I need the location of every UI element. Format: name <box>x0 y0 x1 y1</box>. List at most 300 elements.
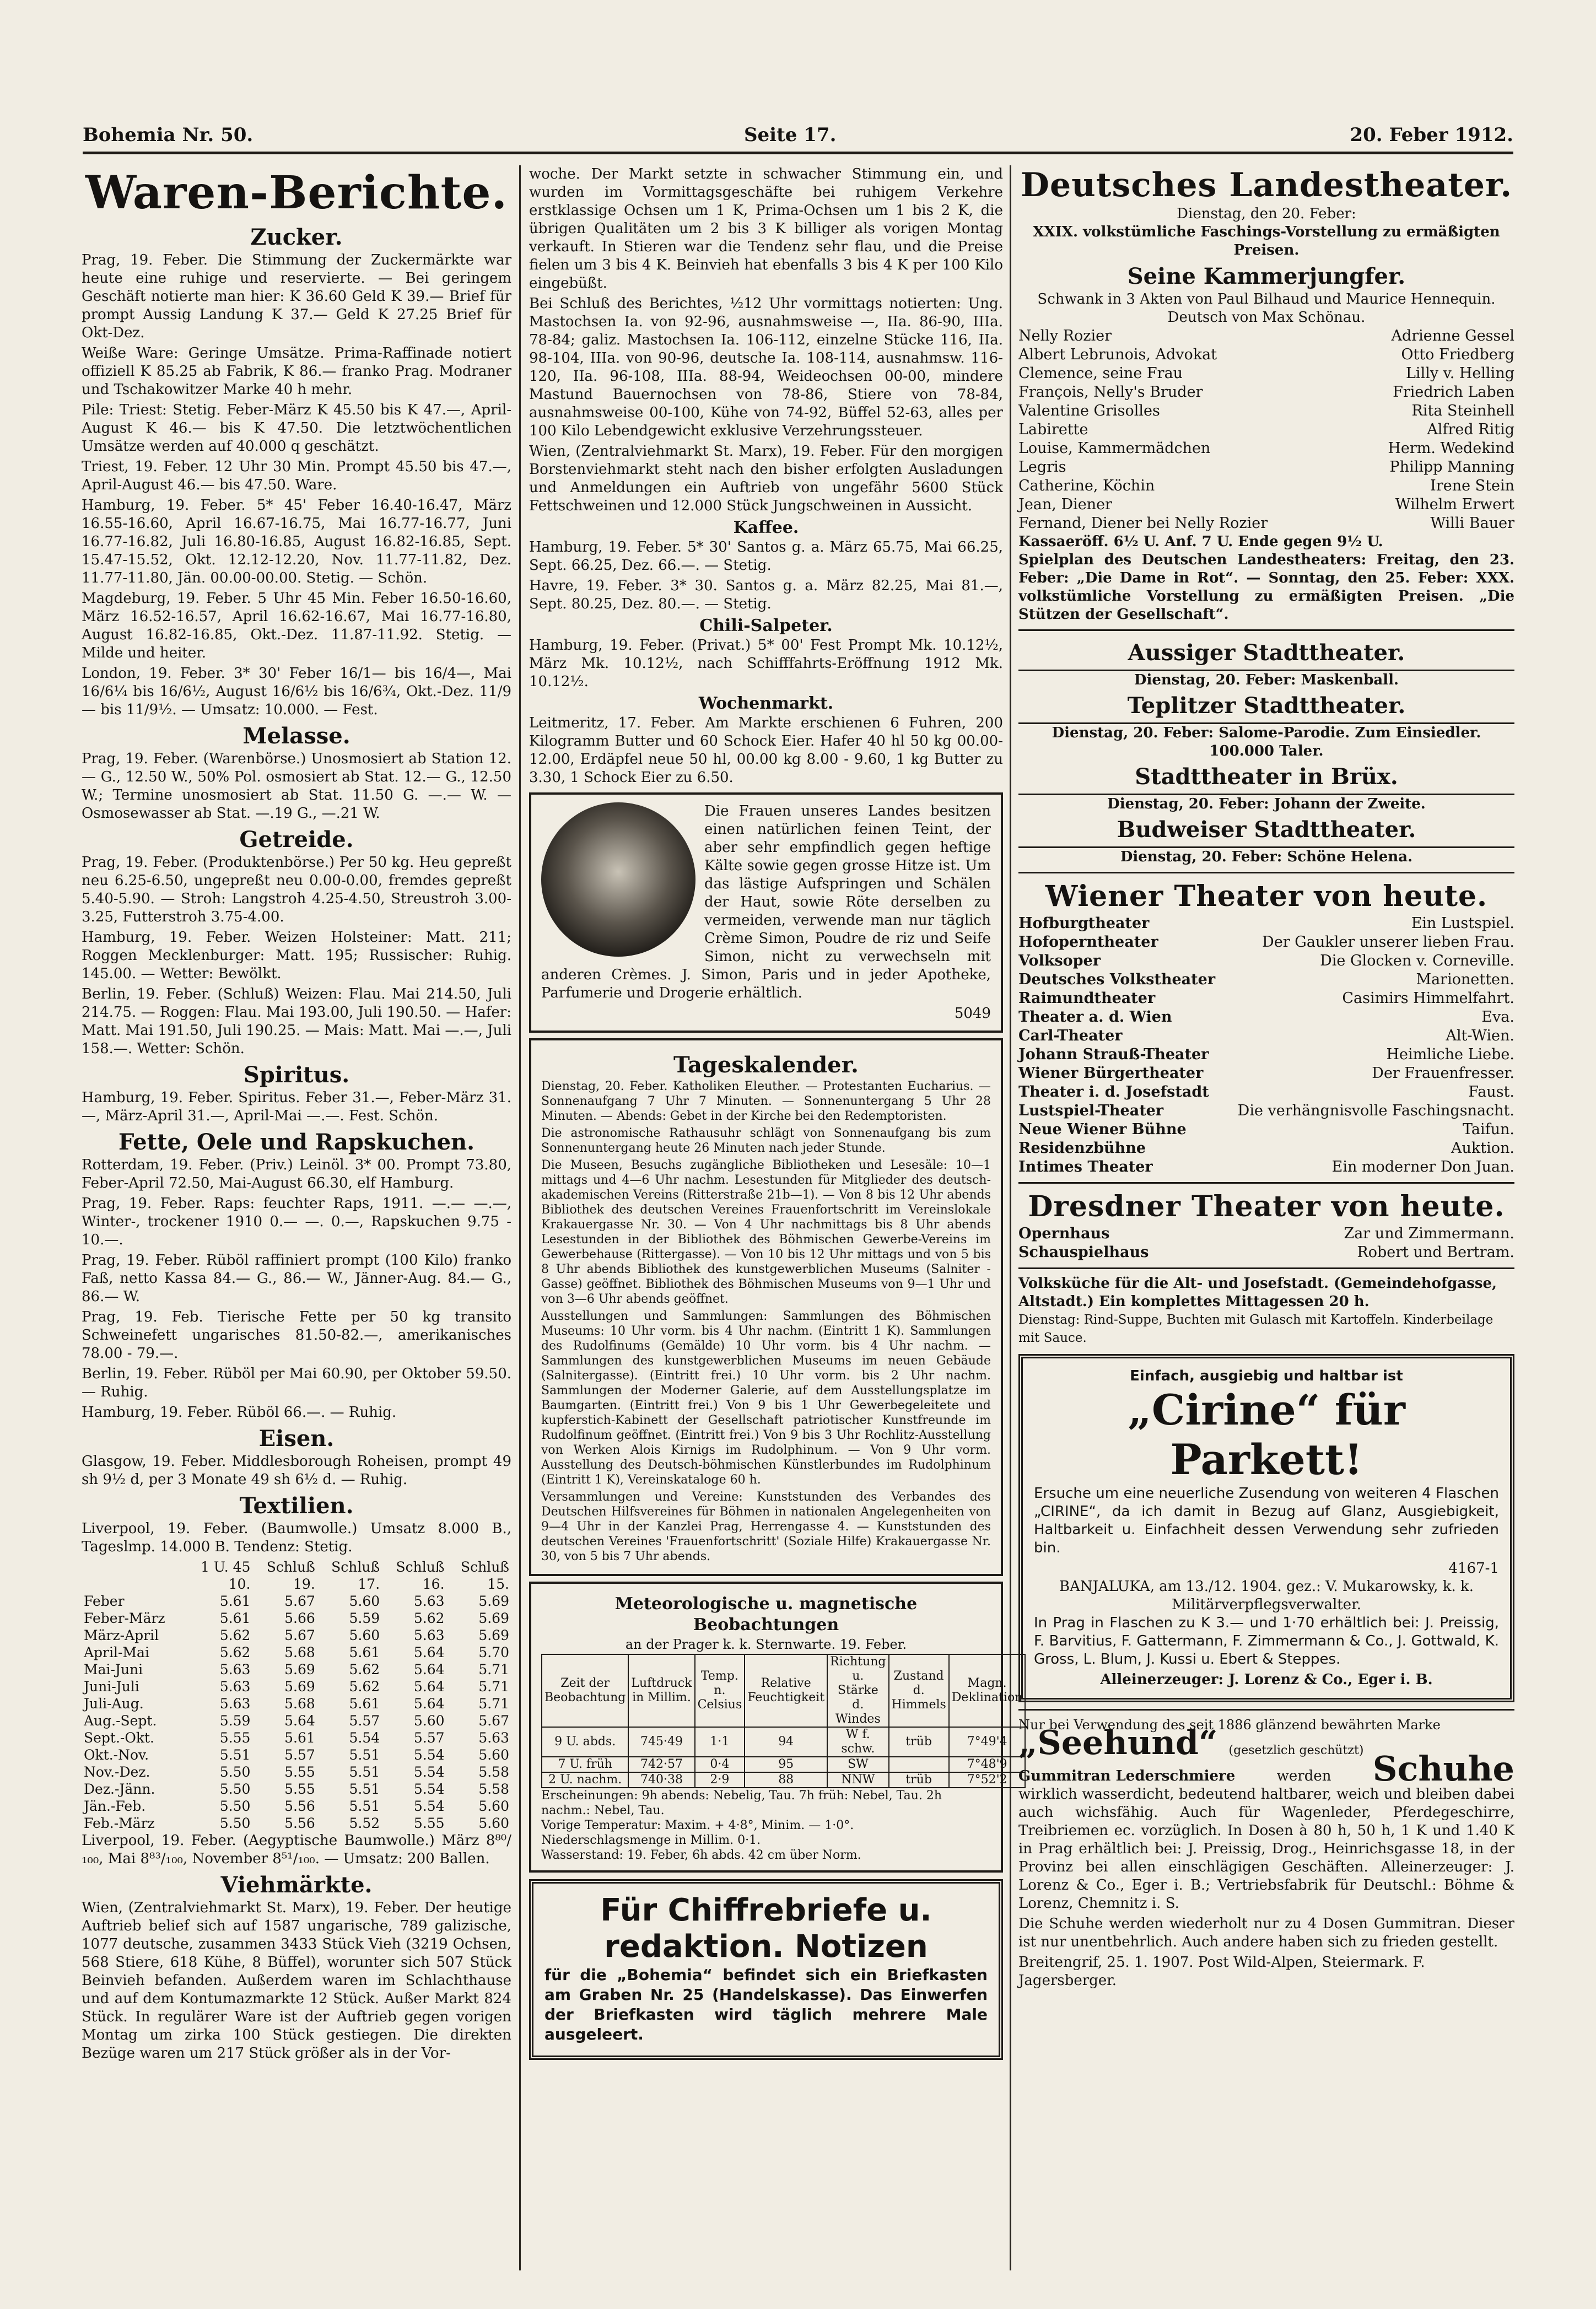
actor-name: Philipp Manning <box>1389 458 1514 476</box>
table-cell: 5.62 <box>349 1661 380 1677</box>
theatre-row <box>1018 970 1514 989</box>
theatre-row <box>1018 1008 1514 1027</box>
table-cell: 5.62 <box>413 1610 445 1626</box>
divider <box>1018 1267 1514 1269</box>
table-row <box>542 1757 1025 1772</box>
commodity-heading: Spiritus. <box>243 1062 350 1088</box>
table-cell: 5.51 <box>349 1781 380 1797</box>
cast-row <box>1018 477 1514 495</box>
kaffee-heading: Kaffee. <box>733 518 799 537</box>
table-cell: 5.61 <box>219 1610 251 1626</box>
table-cell: Jän.-Feb. <box>84 1798 146 1814</box>
theatre-name: Carl-Theater <box>1018 1027 1123 1044</box>
table-cell: 5.55 <box>284 1781 315 1797</box>
table-cell: 5.62 <box>349 1679 380 1695</box>
simon-ad-text: Die Frauen unseres Landes besitzen einen natürlichen feinen Teint, der aber sehr empfindlich gegen heftige Kälte sowie gegen grosse Hitze ist. Um das lästige Aufspringen und Schälen der Haut, sowie Röte derselben zu vermeiden, verwende man nur täglich Crème Simon, Poudre de riz und Seife Simon, nicht zu verwechseln mit anderen Crèmes. J. Simon, Paris und in jeder Apotheke, Parfumerie und Drogerie erhältlich. <box>541 803 991 1001</box>
table-cell: 5.61 <box>349 1644 380 1660</box>
table-cell: 5.58 <box>478 1781 509 1797</box>
theatre-row <box>1018 1139 1514 1158</box>
table-cell: 5.61 <box>349 1696 380 1712</box>
table-cell: 5.54 <box>413 1798 445 1814</box>
theatre-name: Hofburgtheater <box>1018 915 1150 932</box>
table-row <box>82 1746 511 1763</box>
role-name: François, Nelly's Bruder <box>1018 384 1203 401</box>
theatre-row <box>1018 1083 1514 1102</box>
market-report: Prag, 19. Feber. Raps: feuchter Raps, 1911. —.— —.—, Winter-, trockener 1910 0.— —. 0.—, Rapskuchen 9.75 - 10.—. <box>82 1195 511 1248</box>
section-title: Waren-Berichte. <box>85 166 508 219</box>
theatre-row <box>1018 952 1514 970</box>
table-cell: 5.57 <box>284 1747 315 1763</box>
volkskuche: Volksküche für die Alt- und Josefstadt. (Gemeindehofgasse, Altstadt.) Ein komplettes Mittagessen 20 h. <box>1018 1275 1497 1310</box>
table-cell: 5.60 <box>413 1713 445 1729</box>
table-cell: 5.50 <box>219 1764 251 1780</box>
table-cell: 740·38 <box>628 1772 694 1788</box>
market-report: Weiße Ware: Geringe Umsätze. Prima-Raffinade notiert offiziell K 85.25 ab Fabrik, K 86.— franko Prag. Modraner und Tschakowitzer Marke 40 h mehr. <box>82 345 511 398</box>
theatre-row <box>1018 1027 1514 1045</box>
divider <box>1018 872 1514 873</box>
theatre-name: Deutsches Volkstheater <box>1018 971 1216 988</box>
table-cell <box>889 1757 949 1772</box>
cast-row <box>1018 458 1514 477</box>
table-cell: 5.69 <box>478 1593 509 1609</box>
cirine-text: Ersuche um eine neuerliche Zusendung von weiteren 4 Flaschen „CIRINE“, da ich damit in Bezug auf Glanz, Ausgiebigkeit, Haltbarkeit u. Einfachheit dessen Verwendung sehr zufrieden bin. <box>1034 1485 1499 1556</box>
play-title: Die verhängnisvolle Faschingsnacht. <box>1237 1102 1514 1119</box>
landestheater-play: Seine Kammerjungfer. <box>1127 263 1406 289</box>
table-row <box>82 1610 511 1627</box>
table-cell: 5.51 <box>349 1764 380 1780</box>
market-report: Berlin, 19. Feber. (Schluß) Weizen: Flau. Mai 214.50, Juli 214.75. — Roggen: Flau. Mai 193.00, Juli 190.50. — Hafer: Matt. Mai 191.50, Juli 190.25. — Mais: Matt. Mai —.—, Juli 158.—. Wetter: Schön. <box>82 986 511 1057</box>
theatre-row <box>1018 1064 1514 1083</box>
theatre-row <box>1018 1158 1514 1177</box>
table-cell: 5.69 <box>284 1679 315 1695</box>
table-cell: Nov.-Dez. <box>84 1764 150 1780</box>
table-cell: 5.70 <box>478 1644 509 1660</box>
table-cell: 5.62 <box>219 1627 251 1643</box>
table-cell: 95 <box>745 1757 827 1772</box>
theatre-row <box>1018 1243 1514 1262</box>
table-cell: 5.63 <box>219 1661 251 1677</box>
table-cell: 5.67 <box>284 1593 315 1609</box>
role-name: Fernand, Diener bei Nelly Rozier <box>1018 515 1268 532</box>
divider <box>1018 629 1514 631</box>
teplitz-title: Teplitzer Stadttheater. <box>1018 689 1514 724</box>
commodity-sections <box>82 224 511 1489</box>
theatre-row <box>1018 933 1514 952</box>
actor-name: Adrienne Gessel <box>1391 327 1514 344</box>
calendar-entry: Dienstag, 20. Feber. Katholiken Eleuther. — Protestanten Eucharius. — Sonnenaufgang 7 Uhr 7 Minuten. — Sonnenuntergang 5 Uhr 28 Minuten. — Abends: Gebet in der Kirche bei den Redemptoristen. <box>541 1080 991 1123</box>
table-cell: 5.64 <box>413 1696 445 1712</box>
aussig-title: Aussiger Stadttheater. <box>1018 636 1514 671</box>
table-cell: 5.55 <box>219 1730 251 1746</box>
cotton-table <box>82 1558 511 1832</box>
cirine-dist: Alleinerzeuger: J. Lorenz & Co., Eger i. B. <box>1100 1671 1433 1688</box>
table-subheader <box>82 1576 511 1593</box>
market-report: Prag, 19. Feber. Die Stimmung der Zuckermärkte war heute eine ruhige und reservierte. — Bei geringem Geschäft notierte man hier: K 36.60 Geld K 39.— Brief für prompt Aussig Landung K 37.— Geld K 27.25 Brief für Okt-Dez. <box>82 252 511 341</box>
market-report: Prag, 19. Feber. Rüböl raffiniert prompt (100 Kilo) franko Faß, netto Kassa 84.— G., 86.— W., Jänner-Aug. 84.— G., 86.— W. <box>82 1252 511 1305</box>
table-row <box>82 1798 511 1815</box>
chiffre-title: Für Chiffrebriefe u. redaktion. Notizen <box>600 1892 932 1965</box>
actor-name: Rita Steinhell <box>1411 402 1514 419</box>
role-name: Nelly Rozier <box>1018 327 1112 344</box>
seehund-protected: (gesetzlich geschützt) <box>1228 1744 1364 1757</box>
theatre-name: Opernhaus <box>1018 1225 1110 1242</box>
table-cell: 5.57 <box>413 1730 445 1746</box>
market-report: Prag, 19. Feber. (Warenbörse.) Unosmosiert ab Station 12.— G., 12.50 W., 50% Pol. osmosiert ab Stat. 12.— G., 12.50 W.; Termine unosmosiert ab Stat. 11.50 G. —.— W. — Osmosewasser ab Stat. —.19 G., —.21 W. <box>82 751 511 822</box>
table-cell: 5.71 <box>478 1661 509 1677</box>
column-1 <box>82 165 511 2270</box>
commodity-heading: Eisen. <box>258 1426 335 1452</box>
viehmarkte-text: Wien, (Zentralviehmarkt St. Marx), 19. Feber. Der heutige Auftrieb belief sich auf 1587 ungarische, 789 galizische, 1077 deutsche, zusammen 3433 Stück Vieh (3219 Ochsen, 568 Stiere, 618 Kühe, 8 Büffel), worunter sich 507 Stück Beinvieh befanden. Außerdem waren im Schlachthause und auf dem Kontumazmarkte 12 Stück. Außer Markt 824 Stück. In regulärer Ware ist der Auftrieb gegen vorigen Montag um zirka 100 Stück gestiegen. Die direkten Bezüge waren um 217 Stück größer als in der Vor- <box>82 1900 511 2062</box>
play-title: Die Glocken v. Corneville. <box>1320 952 1514 969</box>
landestheater-date: Dienstag, den 20. Feber: <box>1177 206 1356 222</box>
column-header: Schluß <box>460 1559 509 1575</box>
table-cell: 5.51 <box>219 1747 251 1763</box>
play-title: Auktion. <box>1451 1140 1514 1157</box>
textilien-after: Liverpool, 19. Feber. (Aegyptische Baumwolle.) März 8⁸⁰/₁₀₀, Mai 8⁸³/₁₀₀, November 8⁵¹/₁₀₀. — Umsatz: 200 Ballen. <box>82 1832 511 1867</box>
table-cell: 5.50 <box>219 1798 251 1814</box>
theatre-name: Hofoperntheater <box>1018 934 1158 951</box>
cast-row <box>1018 402 1514 420</box>
actor-name: Alfred Ritig <box>1427 421 1514 438</box>
table-cell: 5.60 <box>478 1798 509 1814</box>
tageskalender-list <box>541 1079 991 1564</box>
table-cell: 7°48'9 <box>949 1757 1026 1772</box>
market-report: Berlin, 19. Feber. Rüböl per Mai 60.90, per Oktober 59.50. — Ruhig. <box>82 1366 511 1400</box>
table-cell: 5.69 <box>478 1610 509 1626</box>
theatre-name: Raimundtheater <box>1018 990 1156 1007</box>
play-title: Heimliche Liebe. <box>1386 1046 1514 1063</box>
column-header: Schluß <box>331 1559 380 1575</box>
budweis-title: Budweiser Stadttheater. <box>1018 813 1514 848</box>
column-date: 10. <box>228 1576 251 1592</box>
table-cell: April-Mai <box>84 1644 149 1660</box>
play-title: Faust. <box>1468 1083 1514 1100</box>
table-cell: 5.69 <box>284 1661 315 1677</box>
table-cell: 745·49 <box>628 1727 694 1757</box>
play-title: Robert und Bertram. <box>1357 1244 1514 1261</box>
table-cell: 2·9 <box>695 1772 745 1788</box>
commodity-heading: Getreide. <box>239 827 354 853</box>
meteo-note: Wasserstand: 19. Feber, 6h abds. 42 cm über Norm. <box>541 1848 861 1862</box>
role-name: Clemence, seine Frau <box>1018 365 1183 382</box>
table-cell: 5.68 <box>284 1644 315 1660</box>
aussig-text: Dienstag, 20. Feber: Maskenball. <box>1134 672 1399 688</box>
table-cell: 2 U. nachm. <box>542 1772 628 1788</box>
meteo-note: Erscheinungen: 9h abends: Nebelig, Tau. 7h früh: Nebel, Tau. 2h nachm.: Nebel, Tau. <box>541 1789 942 1817</box>
table-cell: 5.51 <box>349 1798 380 1814</box>
market-report: London, 19. Feber. 3* 30' Feber 16/1— bis 16/4—, Mai 16/6¼ bis 16/6½, August 16/6½ bis 16/6¾, Okt.-Dez. 11/9— bis 11/9½. — Umsatz: 10.000. — Fest. <box>82 665 511 718</box>
actor-name: Otto Friedberg <box>1401 346 1514 363</box>
wien-list <box>1018 914 1514 1177</box>
meteo-column: Magn. Deklination <box>949 1654 1026 1727</box>
table-cell: 5.54 <box>413 1764 445 1780</box>
meteo-column: Temp. n. Celsius <box>695 1654 745 1727</box>
table-cell: März-April <box>84 1627 159 1643</box>
table-cell: 5.64 <box>284 1713 315 1729</box>
chili-heading: Chili-Salpeter. <box>699 616 833 635</box>
commodity-heading: Melasse. <box>242 723 351 749</box>
table-row <box>82 1815 511 1832</box>
market-report: Magdeburg, 19. Feber. 5 Uhr 45 Min. Feber 16.50-16.60, März 16.52-16.57, April 16.62-16.67, Mai 16.77-16.80, August 16.82-16.85, Okt.-Dez. 11.87-11.92. Stetig. — Milde und heiter. <box>82 590 511 661</box>
meteo-heading: Meteorologische u. magnetische Beobachtungen <box>614 1594 918 1634</box>
market-report: Hamburg, 19. Feber. Weizen Holsteiner: Matt. 211; Roggen Mecklenburger: Matt. 195; Russischer: Ruhig. 145.00. — Wetter: Bewölkt. <box>82 929 511 982</box>
textilien-heading: Textilien. <box>239 1493 354 1519</box>
play-title: Der Gaukler unserer lieben Frau. <box>1262 934 1514 951</box>
textilien-intro: Liverpool, 19. Feber. (Baumwolle.) Umsatz 8.000 B., Tageslmp. 14.000 B. Tendenz: Stetig. <box>82 1520 511 1555</box>
role-name: Jean, Diener <box>1018 496 1112 513</box>
simon-ad <box>529 792 1003 1033</box>
table-cell: 88 <box>745 1772 827 1788</box>
table-cell: 5.64 <box>413 1661 445 1677</box>
meteo-column: Richtung u. Stärke d. Windes <box>827 1654 888 1727</box>
actor-name: Willi Bauer <box>1430 515 1514 532</box>
table-cell: Sept.-Okt. <box>84 1730 155 1746</box>
table-cell: 5.64 <box>413 1644 445 1660</box>
seehund-intro: Nur bei Verwendung des seit 1886 glänzend bewährten Marke <box>1018 1717 1441 1733</box>
table-cell: 5.54 <box>349 1730 380 1746</box>
market-report: Prag, 19. Feber. (Produktenbörse.) Per 50 kg. Heu gepreßt neu 6.25-6.50, ungepreßt neu 0.00-0.00, fremdes gepreßt 5.40-5.90. — Stroh: Langstroh 4.25-4.50, Streustroh 3.00-3.25, Futterstroh 3.75-4.00. <box>82 854 511 925</box>
column-date: 17. <box>358 1576 380 1592</box>
column-rule <box>1010 165 1011 2270</box>
play-title: Alt-Wien. <box>1446 1027 1514 1044</box>
theatre-name: Volksoper <box>1018 952 1101 969</box>
play-title: Eva. <box>1481 1008 1514 1026</box>
table-cell: 94 <box>745 1727 827 1757</box>
table-cell: 5.50 <box>219 1781 251 1797</box>
meteo-note: Vorige Temperatur: Maxim. + 4·8°, Minim. — 1·0°. <box>541 1819 854 1832</box>
column-3 <box>1018 165 1514 2270</box>
column-rule <box>519 165 521 2270</box>
table-cell: 5.57 <box>349 1713 380 1729</box>
table-cell: 5.60 <box>349 1593 380 1609</box>
header-left: Bohemia Nr. 50. <box>83 124 254 146</box>
table-cell: 7°49'4 <box>949 1727 1026 1757</box>
table-cell: 5.60 <box>349 1627 380 1643</box>
seehund-title: „Seehund“ <box>1018 1724 1218 1762</box>
theatre-row <box>1018 1045 1514 1064</box>
table-cell: 5.68 <box>284 1696 315 1712</box>
cast-row <box>1018 439 1514 458</box>
teplitz-text: Dienstag, 20. Feber: Salome-Parodie. Zum Einsiedler. 100.000 Taler. <box>1052 725 1481 759</box>
market-report: Rotterdam, 19. Feber. (Priv.) Leinöl. 3* 00. Prompt 73.80, Feber-April 72.50, Mai-August 66.30, elf Hamburg. <box>82 1157 511 1191</box>
role-name: Valentine Grisolles <box>1018 402 1160 419</box>
meteo-notes <box>541 1788 991 1863</box>
meteo-subheading: an der Prager k. k. Sternwarte. 19. Feber. <box>625 1637 907 1652</box>
divider <box>1018 1182 1514 1184</box>
viehmarkte-heading: Viehmärkte. <box>220 1872 373 1898</box>
meteo-column: Zeit der Beobachtung <box>542 1654 628 1727</box>
table-row <box>82 1678 511 1695</box>
table-cell: 5.63 <box>413 1627 445 1643</box>
table-cell: 5.61 <box>219 1593 251 1609</box>
cast-row <box>1018 420 1514 439</box>
landestheater-desc: Schwank in 3 Akten von Paul Bilhaud und Maurice Hennequin. Deutsch von Max Schönau. <box>1037 291 1496 326</box>
table-cell: 9 U. abds. <box>542 1727 628 1757</box>
column-date: 15. <box>487 1576 509 1592</box>
table-cell: 5.67 <box>284 1627 315 1643</box>
table-cell: Juli-Aug. <box>84 1696 144 1712</box>
actor-name: Lilly v. Helling <box>1406 365 1514 382</box>
theatre-row <box>1018 1120 1514 1139</box>
cast-row <box>1018 383 1514 402</box>
cirine-top: Einfach, ausgiebig und haltbar ist <box>1130 1368 1403 1384</box>
commodity-heading: Fette, Oele und Rapskuchen. <box>118 1129 475 1155</box>
table-row <box>82 1712 511 1729</box>
landestheater-title: Deutsches Landestheater. <box>1020 166 1513 204</box>
table-cell: 5.55 <box>413 1815 445 1831</box>
actor-name: Wilhelm Erwert <box>1395 496 1514 513</box>
play-title: Zar und Zimmermann. <box>1344 1225 1514 1242</box>
spielplan: Spielplan des Deutschen Landestheaters: Freitag, den 23. Feber: „Die Dame in Rot“. — Sonntag, den 25. Feber: XXX. volkstümliche Vorstellung zu ermäßigten Preisen. „Die Stützen der Gesellschaft“. <box>1018 552 1514 623</box>
cast-row <box>1018 364 1514 383</box>
header-right: 20. Feber 1912. <box>1350 124 1513 146</box>
table-cell: 5.63 <box>413 1593 445 1609</box>
cast-list <box>1018 327 1514 533</box>
table-cell: 5.52 <box>349 1815 380 1831</box>
column-date: 16. <box>422 1576 445 1592</box>
table-row <box>82 1661 511 1678</box>
play-title: Marionetten. <box>1416 971 1514 988</box>
table-cell: Mai-Juni <box>84 1661 143 1677</box>
table-cell: 1·1 <box>695 1727 745 1757</box>
tageskalender-box <box>529 1038 1003 1576</box>
table-cell: Aug.-Sept. <box>84 1713 157 1729</box>
dresden-list <box>1018 1224 1514 1262</box>
role-name: Louise, Kammermädchen <box>1018 440 1211 457</box>
column-header: Schluß <box>396 1559 445 1575</box>
commodity-heading: Zucker. <box>250 224 343 250</box>
seehund-end: Die Schuhe werden wiederholt nur zu 4 Dosen Gummitran. Dieser ist nur unentbehrlich. Auch andere haben sich zu frieden gestellt. <box>1018 1916 1514 1950</box>
theatre-name: Theater i. d. Josefstadt <box>1018 1083 1209 1100</box>
market-report: Glasgow, 19. Feber. Middlesborough Roheisen, prompt 49 sh 9½ d, per 3 Monate 49 sh 6½ d. — Ruhig. <box>82 1453 511 1488</box>
table-cell: 5.69 <box>478 1627 509 1643</box>
market-report: Hamburg, 19. Feber. 5* 45' Feber 16.40-16.47, März 16.55-16.60, April 16.67-16.75, Mai 16.77-16.77, Juni 16.77-16.82, Juli 16.80-16.85, August 16.82-16.85, Sept. 15.47-15.52, Okt. 12.12-12.20, Nov. 11.77-11.82, Dez. 11.77-11.80, Jän. 00.00-00.00. Stetig. — Schön. <box>82 497 511 586</box>
actor-name: Herm. Wedekind <box>1388 440 1514 457</box>
cirine-sale: In Prag in Flaschen zu K 3.— und 1·70 erhältlich bei: J. Preissig, F. Barvitius, F. Gattermann, F. Zimmermann & Co., J. Gottwald, K. Gross, L. Blum, J. Kussi u. Ebert & Steppes. <box>1034 1615 1499 1668</box>
table-cell: 5.54 <box>413 1747 445 1763</box>
table-cell: 5.55 <box>284 1764 315 1780</box>
theatre-name: Lustspiel-Theater <box>1018 1102 1164 1119</box>
cast-row <box>1018 514 1514 533</box>
table-cell: 5.61 <box>284 1730 315 1746</box>
seehund-schuhe: Schuhe <box>1372 1749 1514 1789</box>
seehund-sub: Gummitran Lederschmiere <box>1018 1768 1236 1784</box>
cast-row <box>1018 346 1514 364</box>
theatre-name: Residenzbühne <box>1018 1140 1146 1157</box>
table-cell: Dez.-Jänn. <box>84 1781 155 1797</box>
header-center: Seite 17. <box>744 124 837 146</box>
calendar-entry: Die astronomische Rathausuhr schlägt von Sonnenaufgang bis zum Sonnenuntergang heute 26 Minuten nach jeder Stunde. <box>541 1126 991 1155</box>
table-cell: 5.64 <box>413 1679 445 1695</box>
brux-title: Stadttheater in Brüx. <box>1018 760 1514 795</box>
portrait-medallion <box>541 802 695 957</box>
actor-name: Friedrich Laben <box>1393 384 1514 401</box>
cirine-ad <box>1018 1354 1514 1702</box>
seehund-werden: werden <box>1276 1768 1331 1784</box>
meteo-column: Luftdruck in Millim. <box>628 1654 694 1727</box>
table-cell: Okt.-Nov. <box>84 1747 149 1763</box>
table-cell: NNW <box>827 1772 888 1788</box>
cattle-paragraph: woche. Der Markt setzte in schwacher Stimmung ein, und wurden im Vormittagsgeschäfte bei ruhigem Verkehre erstklassige Ochsen um 1 K, Prima-Ochsen um 1 bis 2 K, die übrigen Qualitäten um 2 bis 3 K billiger als vorigen Montag verkauft. In Stieren war die Tendenz sehr flau, und die Preise fielen um 3 bis 4 K. Beinvieh hat ebenfalls 3 bis 4 K per 100 Kilo eingebüßt. <box>529 166 1003 292</box>
brux-text: Dienstag, 20. Feber: Johann der Zweite. <box>1107 796 1426 812</box>
wochenmarkt-paragraph: Leitmeritz, 17. Feber. Am Markte erschienen 6 Fuhren, 200 Kilogramm Butter und 60 Schock Eier. Hafer 40 hl 50 kg 00.00-12.00, Erdäpfel neue 50 hl, 00.00 kg 8.00 - 9.60, 1 kg Butter zu 3.30, 1 Schock Eier zu 6.50. <box>529 715 1003 786</box>
kaffee-paragraph: Havre, 19. Feber. 3* 30. Santos g. a. März 82.25, Mai 81.—, Sept. 80.25, Dez. 80.—. — Stetig. <box>529 578 1003 612</box>
column-header: Schluß <box>266 1559 315 1575</box>
table-cell: SW <box>827 1757 888 1772</box>
calendar-entry: Versammlungen und Vereine: Kunststunden des Verbandes des Deutschen Hilfsvereines für Böhmen in nationalen Angelegenheiten von 9—4 Uhr in der Kanzlei Prag, Herrengasse 4. — Kunststunden des deutschen Vereines 'Frauenfortschritt' (Soziale Hilfe) Krakauergasse Nr. 30, von 5 bis 7 Uhr abends. <box>541 1490 991 1563</box>
market-report: Pile: Triest: Stetig. Feber-März K 45.50 bis K 47.—, April-August K 46.— bis K 47.50. Die letztwöchentlichen Umsätze werden auf 40.000 q geschätzt. <box>82 402 511 455</box>
table-cell: 5.63 <box>478 1730 509 1746</box>
play-title: Ein moderner Don Juan. <box>1331 1158 1514 1175</box>
volkskuche-menu: Dienstag: Rind-Suppe, Buchten mit Gulasch mit Kartoffeln. Kinderbeilage mit Sauce. <box>1018 1313 1493 1345</box>
cirine-number: 4167-1 <box>1448 1560 1499 1577</box>
wochenmarkt-heading: Wochenmarkt. <box>698 694 834 713</box>
table-row <box>82 1593 511 1610</box>
meteo-column: Relative Feuchtigkeit <box>745 1654 827 1727</box>
table-cell: 5.60 <box>478 1815 509 1831</box>
seehund-sign: Breitengrif, 25. 1. 1907. Post Wild-Alpen, Steiermark. F. Jagersberger. <box>1018 1954 1425 1989</box>
table-cell: 7 U. früh <box>542 1757 628 1772</box>
meteo-column: Zustand d. Himmels <box>889 1654 949 1727</box>
table-cell: 5.50 <box>219 1815 251 1831</box>
theatre-row <box>1018 914 1514 933</box>
column-2 <box>529 165 1023 2270</box>
column-header: 1 U. 45 <box>201 1559 251 1575</box>
table-row <box>542 1727 1025 1757</box>
calendar-entry: Ausstellungen und Sammlungen: Sammlungen des Böhmischen Museums: 10 Uhr vorm. bis 4 Uhr nachm. (Eintritt 1 K). Sammlungen des Rudolfinums (Gemälde) 10 Uhr vorm. bis 4 Uhr nachm. — Sammlungen des kunstgewerblichen Museums im neuen Gebäude (Salnitergasse). (Eintritt frei.) 10 Uhr vorm. bis 2 Uhr nachm. Sammlungen der Moderner Galerie, auf dem Ausstellungsplatze im Baumgarten. (Eintritt frei.) Von 9 bis 1 Uhr Gewerbegeleitete und kupferstich-Kabinett der Gesellschaft patriotischer Kunstfreunde im Rudolfinum geöffnet. (Eintritt frei.) Von 9 bis 3 Uhr Rochlitz-Ausstellung von Werken Alois Kirnigs im Rudolphinum. — Von 9 Uhr vorm. Ausstellung des Deutsch-böhmischen Künstlerbundes im Rudolphinum (Eintritt 1 K), Vereinskataloge 60 h. <box>541 1309 991 1487</box>
table-row <box>82 1644 511 1661</box>
chiffre-text: für die „Bohemia“ befindet sich ein Briefkasten am Graben Nr. 25 (Handelskasse). Das Einwerfen der Briefkasten wird täglich mehrere Male ausgeleert. <box>544 1966 988 2043</box>
landestheater-times: Kassaeröff. 6½ U. Anf. 7 U. Ende gegen 9½ U. <box>1018 533 1383 550</box>
table-cell: 0·4 <box>695 1757 745 1772</box>
divider <box>1018 1709 1514 1711</box>
role-name: Albert Lebrunois, Advokat <box>1018 346 1217 363</box>
table-header <box>82 1558 511 1576</box>
table-cell: 5.60 <box>478 1747 509 1763</box>
table-cell: 5.66 <box>284 1610 315 1626</box>
theatre-name: Intimes Theater <box>1018 1158 1153 1175</box>
table-row <box>82 1627 511 1644</box>
table-cell: 5.62 <box>219 1644 251 1660</box>
seehund-text: wirklich wasserdicht, bedeutend haltbarer, weich und bleiben dabei auch wichsfähig. Auch für Wagenleder, Pferdegeschirre, Treibriemen ec. vorzüglich. In Dosen à 80 h, 50 h, 1 K und 1.40 K in Prag erhältlich bei: J. Preissig, Drog., Heinrichsgasse 18, in der Provinz bei allen einschlägigen Geschäften. Alleinerzeuger: J. Lorenz & Co., Eger i. B.; Vertriebsfabrik für Deutschl.: Böhme & Lorenz, Chemnitz i. S. <box>1018 1786 1514 1912</box>
budweis-text: Dienstag, 20. Feber: Schöne Helena. <box>1120 849 1413 865</box>
table-cell: 742·57 <box>628 1757 694 1772</box>
table-cell: 5.63 <box>219 1679 251 1695</box>
cirine-sign: BANJALUKA, am 13./12. 1904. gez.: V. Mukarowsky, k. k. Militärverpflegsverwalter. <box>1059 1578 1474 1613</box>
play-title: Taifun. <box>1463 1121 1514 1138</box>
theatre-row <box>1018 1224 1514 1243</box>
page-header <box>83 118 1513 154</box>
table-cell: 5.56 <box>284 1798 315 1814</box>
column-header <box>82 1558 186 1576</box>
table-row <box>82 1763 511 1781</box>
theatre-name: Wiener Bürgertheater <box>1018 1065 1204 1082</box>
table-cell: 5.63 <box>219 1696 251 1712</box>
chili-paragraph: Hamburg, 19. Feber. (Privat.) 5* 00' Fest Prompt Mk. 10.12½, März Mk. 10.12½, nach Schifffahrts-Eröffnung 1912 Mk. 10.12½. <box>529 637 1003 690</box>
table-cell: Feber <box>84 1593 125 1609</box>
cattle-paragraph: Wien, (Zentralviehmarkt St. Marx), 19. Feber. Für den morgigen Borstenviehmarkt steht nach den bisher erfolgten Ausladungen und Anmeldungen ein Auftrieb von ungefähr 5600 Stück Fettschweinen und 12.000 Stück Jungschweinen in Aussicht. <box>529 443 1003 514</box>
play-title: Der Frauenfresser. <box>1372 1065 1514 1082</box>
cast-row <box>1018 327 1514 346</box>
table-cell: 7°52'2 <box>949 1772 1026 1788</box>
column-date <box>82 1576 186 1593</box>
column-date: 19. <box>293 1576 315 1592</box>
cast-row <box>1018 495 1514 514</box>
table-cell: Feber-März <box>84 1610 165 1626</box>
meteo-table <box>541 1654 1026 1788</box>
role-name: Legris <box>1018 458 1066 476</box>
table-cell: 5.71 <box>478 1679 509 1695</box>
